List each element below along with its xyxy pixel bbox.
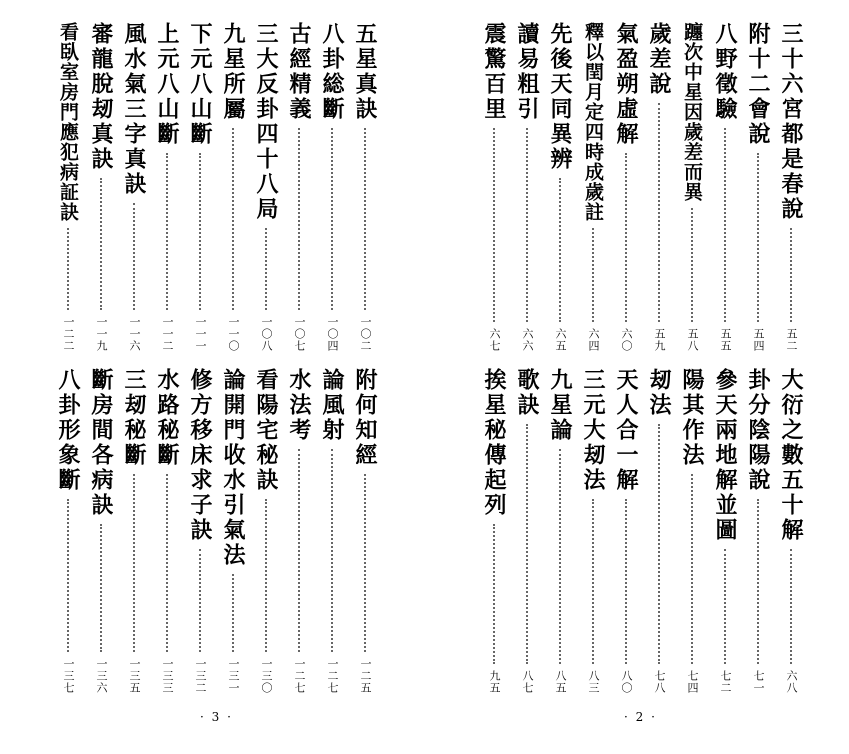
leader-dots <box>790 549 792 664</box>
toc-entry-title: 附十二會說 <box>745 22 771 147</box>
toc-entry-title: 震驚百里 <box>481 22 507 122</box>
toc-entry-title: 論風射 <box>319 368 345 443</box>
toc-entry <box>743 368 773 694</box>
toc-entry-page: 七二 <box>719 670 732 694</box>
toc-entry-page: 一〇七 <box>293 316 306 352</box>
toc-entry-page: 一一〇 <box>227 316 240 352</box>
toc-entry <box>317 368 347 694</box>
toc-entry <box>776 22 806 352</box>
toc-entry-title: 附何知經 <box>352 368 378 468</box>
toc-entry-page: 九五 <box>488 670 501 694</box>
toc-entry-page: 一三七 <box>62 658 75 694</box>
leader-dots <box>658 103 660 322</box>
leader-dots <box>526 128 528 322</box>
leader-dots <box>364 474 366 652</box>
leader-dots <box>493 128 495 322</box>
toc-entry-page: 五五 <box>719 328 732 352</box>
toc-entry-page: 五八 <box>686 328 699 352</box>
leader-dots <box>757 499 759 664</box>
leader-dots <box>592 228 594 322</box>
toc-entry-page: 一〇二 <box>359 316 372 352</box>
toc-entry-title: 氣盈朔虛解 <box>613 22 639 147</box>
leader-dots <box>658 424 660 664</box>
leader-dots <box>100 524 102 652</box>
toc-entry-page: 一三一 <box>227 658 240 694</box>
leader-dots <box>790 228 792 322</box>
toc-entry-title: 三刼秘斷 <box>121 368 147 468</box>
toc-entry <box>479 368 509 694</box>
toc-entry-page: 一〇八 <box>260 316 273 352</box>
toc-entry <box>677 368 707 694</box>
toc-entry <box>677 22 707 352</box>
leader-dots <box>298 449 300 652</box>
leader-dots <box>691 208 693 322</box>
leader-dots <box>67 228 69 310</box>
toc-entry-page: 一一九 <box>95 316 108 352</box>
toc-entry-title: 看陽宅秘訣 <box>253 368 279 493</box>
leader-dots <box>493 524 495 664</box>
toc-entry <box>644 22 674 352</box>
toc-entry-page: 一一一 <box>194 316 207 352</box>
toc-entry-title: 卦分陰陽說 <box>745 368 771 493</box>
toc-entry <box>53 22 83 352</box>
toc-entry <box>119 368 149 694</box>
page-number-3: · 3 · <box>200 710 233 724</box>
toc-entry-title: 讀易粗引 <box>514 22 540 122</box>
toc-entry-title: 上元八山斷 <box>154 22 180 147</box>
toc-entry <box>119 22 149 352</box>
leader-dots <box>559 449 561 664</box>
toc-entry-title: 古經精義 <box>286 22 312 122</box>
toc-entry <box>218 368 248 694</box>
toc-entry <box>710 368 740 694</box>
toc-entry <box>251 368 281 694</box>
toc-entry-title: 先後天同異辨 <box>547 22 573 172</box>
leader-dots <box>199 549 201 652</box>
toc-entry <box>251 22 281 352</box>
toc-entry <box>284 368 314 694</box>
toc-entry-page: 一三三 <box>161 658 174 694</box>
toc-entry-title: 水路秘斷 <box>154 368 180 468</box>
toc-entry-title: 刼法 <box>646 368 672 418</box>
toc-entry <box>545 22 575 352</box>
toc-entry <box>578 368 608 694</box>
leader-dots <box>331 449 333 652</box>
toc-entry-page: 八〇 <box>620 670 633 694</box>
toc-entry-title: 五星真訣 <box>352 22 378 122</box>
toc-entry-title: 水法考 <box>286 368 312 443</box>
toc-entry <box>743 22 773 352</box>
toc-entry-page: 六〇 <box>620 328 633 352</box>
toc-entry-title: 八卦形象斷 <box>55 368 81 493</box>
toc-entry-page: 一三五 <box>128 658 141 694</box>
toc-entry <box>53 368 83 694</box>
toc-entry <box>86 22 116 352</box>
toc-entry-page: 八七 <box>521 670 534 694</box>
toc-entry-page: 七四 <box>686 670 699 694</box>
toc-entry-page: 八五 <box>554 670 567 694</box>
leader-dots <box>166 153 168 310</box>
toc-entry <box>479 22 509 352</box>
toc-entry <box>350 368 380 694</box>
leader-dots <box>298 128 300 310</box>
toc-entry-page: 七一 <box>752 670 765 694</box>
toc-entry-page: 五九 <box>653 328 666 352</box>
leader-dots <box>199 153 201 310</box>
toc-entry-page: 一二七 <box>293 658 306 694</box>
leader-dots <box>625 153 627 322</box>
toc-entry-page: 一〇四 <box>326 316 339 352</box>
toc-entry-title: 參天兩地解並圖 <box>712 368 738 543</box>
toc-entry-page: 一三〇 <box>260 658 273 694</box>
toc-entry-title: 歌訣 <box>514 368 540 418</box>
toc-entry <box>185 22 215 352</box>
toc-entry-page: 一三二 <box>194 658 207 694</box>
leader-dots <box>133 203 135 310</box>
leader-dots <box>133 474 135 652</box>
leader-dots <box>724 549 726 664</box>
toc-entry <box>317 22 347 352</box>
toc-entry-title: 修方移床求子訣 <box>187 368 213 543</box>
leader-dots <box>232 574 234 652</box>
toc-entry <box>152 368 182 694</box>
toc-entry-page: 一一六 <box>128 316 141 352</box>
toc-entry-title: 三大反卦四十八局 <box>253 22 279 222</box>
leader-dots <box>724 128 726 322</box>
toc-entry <box>545 368 575 694</box>
toc-entry-page: 五二 <box>785 328 798 352</box>
toc-entry-title: 挨星秘傳起列 <box>481 368 507 518</box>
toc-entry <box>644 368 674 694</box>
toc-entry-title: 天人合一解 <box>613 368 639 493</box>
toc-entry-page: 六七 <box>488 328 501 352</box>
toc-entry <box>350 22 380 352</box>
toc-entry <box>152 22 182 352</box>
toc-entry-title: 風水氣三字真訣 <box>121 22 147 197</box>
toc-entry-page: 一一二 <box>161 316 174 352</box>
leader-dots <box>166 474 168 652</box>
leader-dots <box>67 499 69 652</box>
toc-entry-title: 審龍脫刼真訣 <box>88 22 114 172</box>
leader-dots <box>364 128 366 310</box>
toc-entry-page: 六六 <box>521 328 534 352</box>
left-page <box>0 0 424 754</box>
leader-dots <box>100 178 102 310</box>
toc-entry-title: 斷房間各病訣 <box>88 368 114 518</box>
toc-entry <box>86 368 116 694</box>
toc-entry <box>776 368 806 694</box>
toc-entry-title: 歲差說 <box>646 22 672 97</box>
toc-entry-page: 七八 <box>653 670 666 694</box>
toc-entry-page: 六八 <box>785 670 798 694</box>
toc-entry-title: 躔次中星因歲差而異 <box>681 22 703 202</box>
toc-entry-page: 六四 <box>587 328 600 352</box>
toc-entry-title: 釋以閏月定四時成歲註 <box>582 22 604 222</box>
leader-dots <box>691 474 693 664</box>
leader-dots <box>232 128 234 310</box>
leader-dots <box>265 499 267 652</box>
toc-entry-title: 下元八山斷 <box>187 22 213 147</box>
toc-entry <box>512 22 542 352</box>
right-page <box>424 0 849 754</box>
toc-entry-title: 大衍之數五十解 <box>778 368 804 543</box>
toc-entry-page: 六五 <box>554 328 567 352</box>
leader-dots <box>559 178 561 322</box>
leader-dots <box>331 128 333 310</box>
toc-entry <box>611 368 641 694</box>
toc-entry-page: 一三六 <box>95 658 108 694</box>
toc-entry <box>284 22 314 352</box>
toc-entry-title: 陽其作法 <box>679 368 705 468</box>
toc-entry-title: 九星所屬 <box>220 22 246 122</box>
toc-entry-page: 五四 <box>752 328 765 352</box>
toc-entry-title: 九星論 <box>547 368 573 443</box>
toc-entry-title: 論開門收水引氣法 <box>220 368 246 568</box>
toc-entry-title: 八野徵驗 <box>712 22 738 122</box>
toc-entry-title: 三元大刼法 <box>580 368 606 493</box>
toc-entry <box>611 22 641 352</box>
toc-entry <box>512 368 542 694</box>
toc-entry-page: 一二五 <box>359 658 372 694</box>
leader-dots <box>757 153 759 322</box>
toc-entry-title: 八卦総斷 <box>319 22 345 122</box>
toc-entry <box>578 22 608 352</box>
leader-dots <box>625 499 627 664</box>
toc-entry-page: 八三 <box>587 670 600 694</box>
toc-entry <box>710 22 740 352</box>
leader-dots <box>526 424 528 664</box>
page-number-2: · 2 · <box>624 710 657 724</box>
toc-entry <box>218 22 248 352</box>
leader-dots <box>265 228 267 310</box>
toc-entry-page: 一二二 <box>62 316 75 352</box>
leader-dots <box>592 499 594 664</box>
toc-entry-title: 三十六宮都是春說 <box>778 22 804 222</box>
toc-entry-title: 看臥室房門應犯病証訣 <box>57 22 79 222</box>
toc-entry-page: 一二七 <box>326 658 339 694</box>
toc-entry <box>185 368 215 694</box>
